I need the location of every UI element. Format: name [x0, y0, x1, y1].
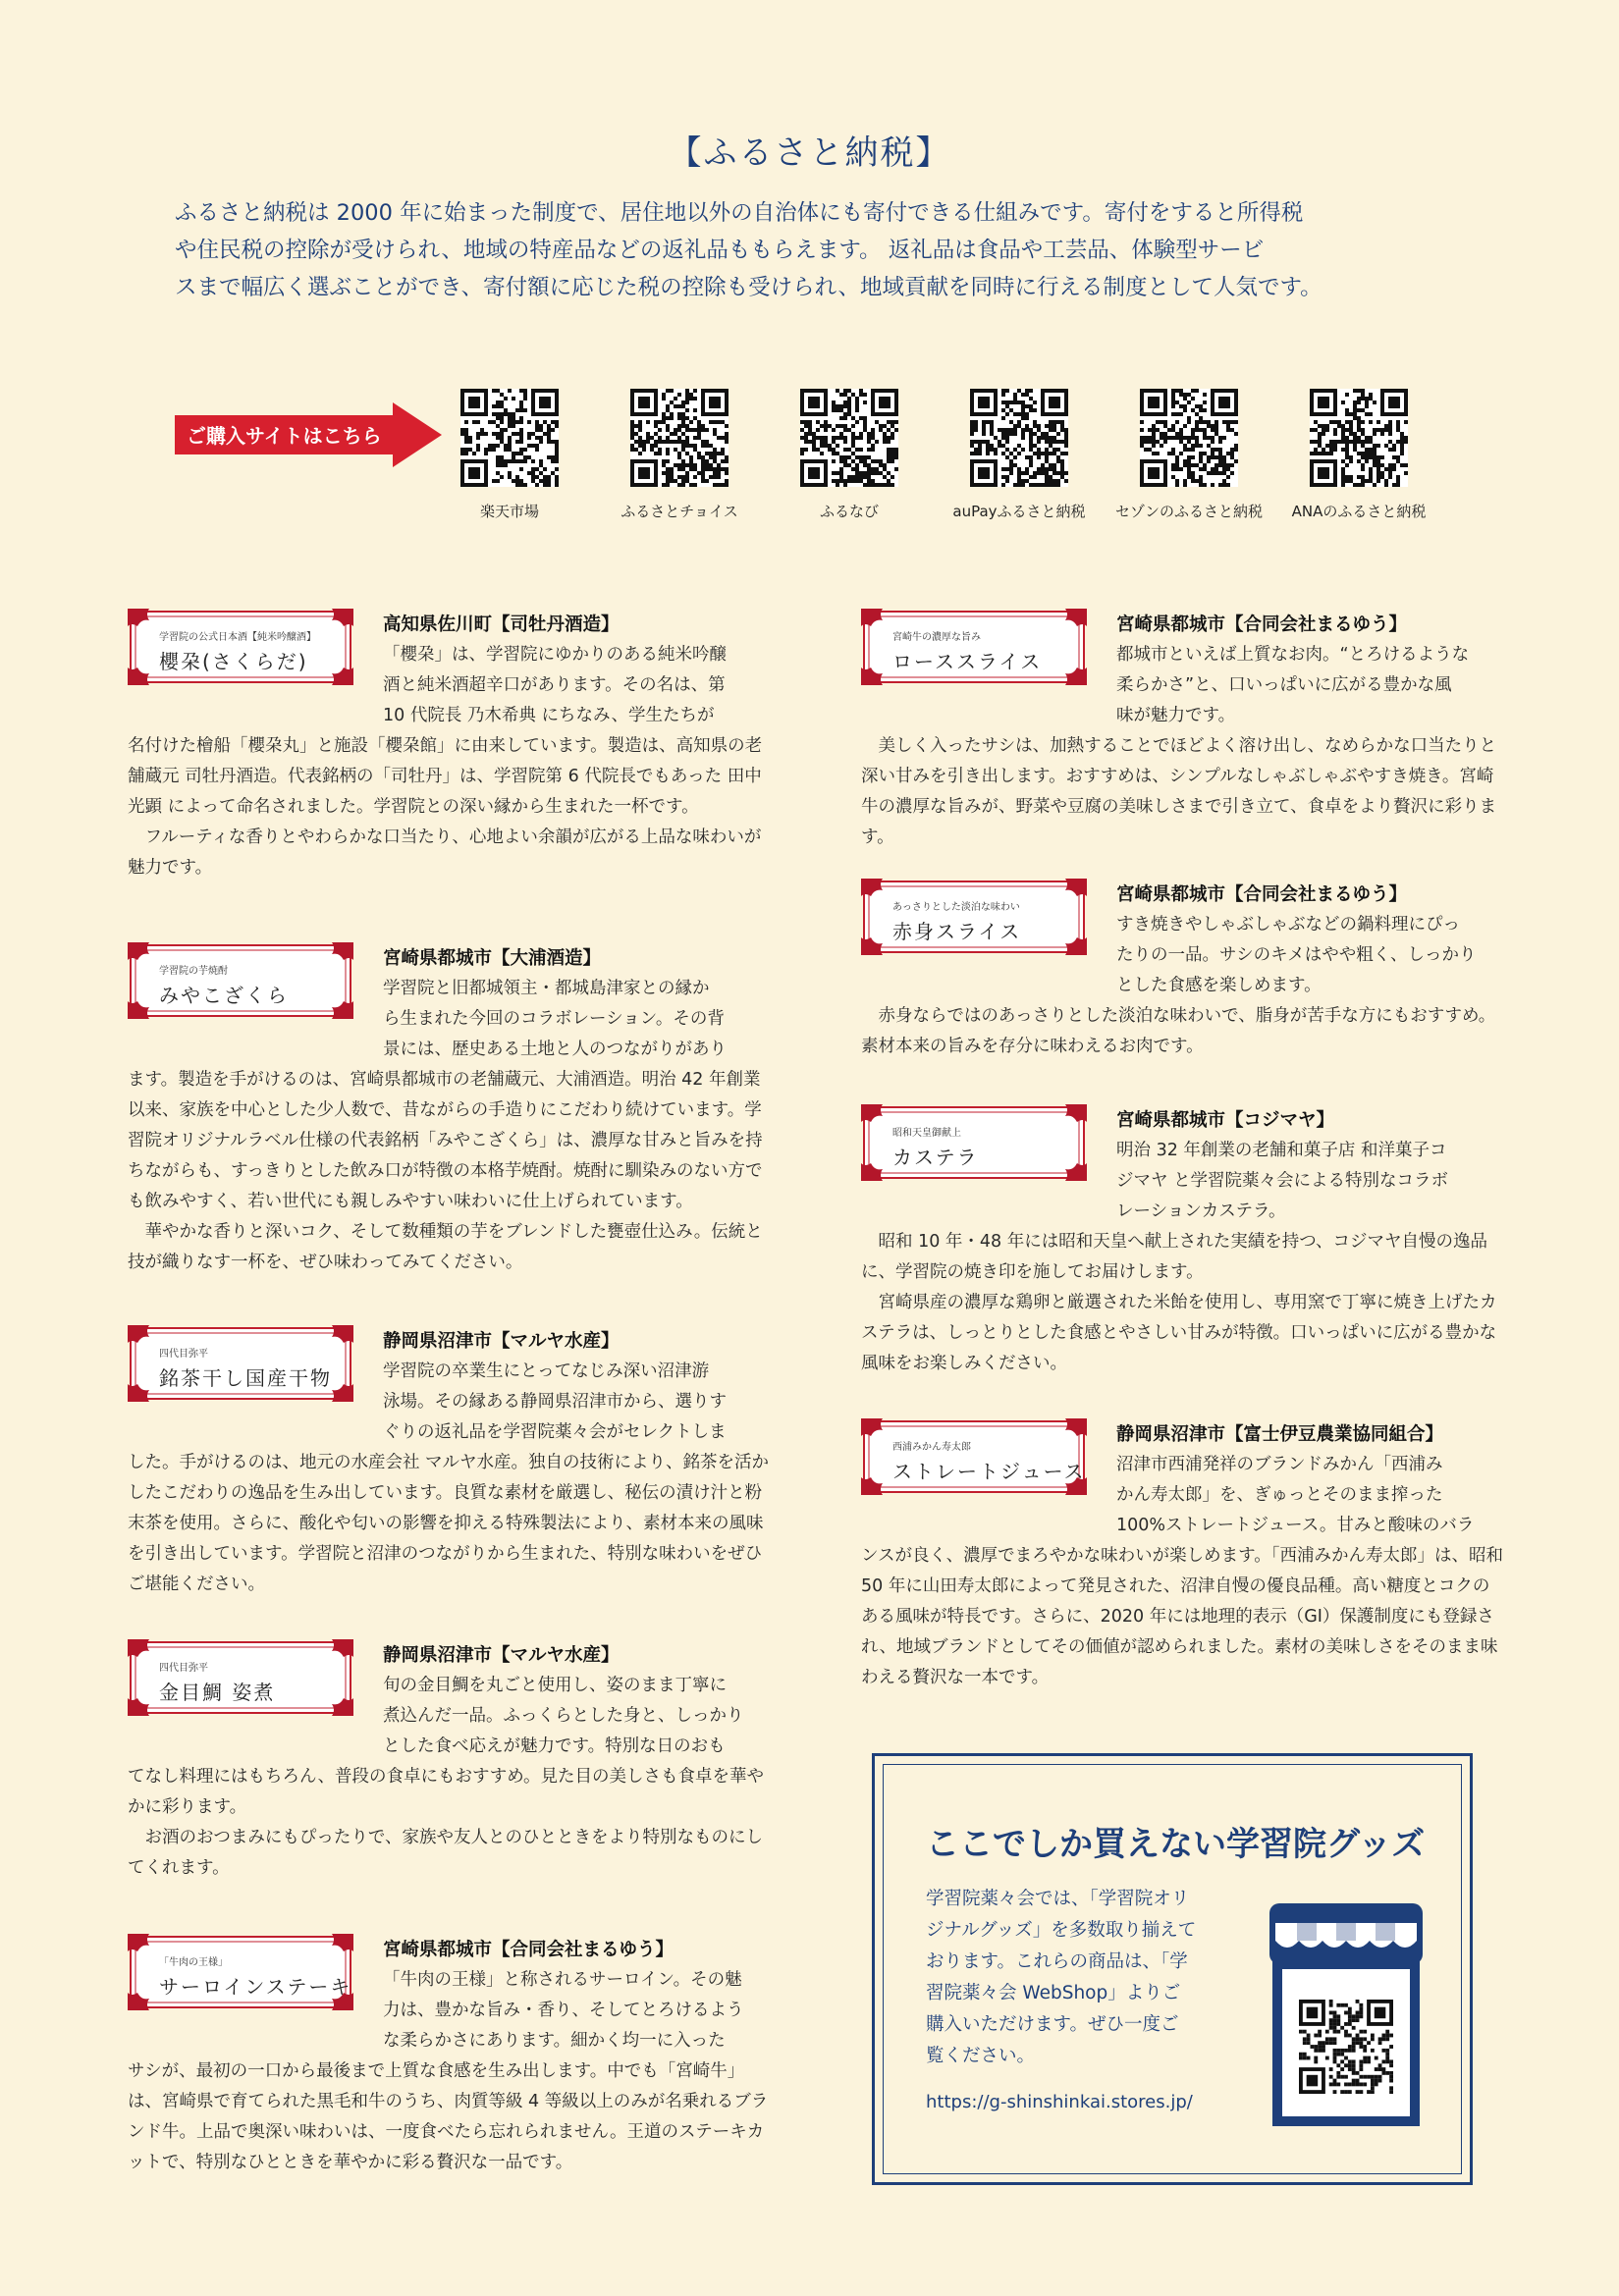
webshop-title: ここでしか買えない学習院グッズ [926, 1825, 1426, 1864]
item-description-line: 学習院の卒業生にとってなじみ深い沼津游 [383, 1362, 710, 1381]
qr-site-name: セゾンのふるさと納税 [1114, 503, 1263, 520]
item-description-paragraph: フルーティな香りとやわらかな口当たり、心地よい余韻が広がる上品な味わいが魅力です。 [128, 828, 762, 878]
item-description-paragraph: サシが、最初の一口から最後まで上質な食感を生み出します。中でも「宮崎牛」は、宮崎県で育てられた黒毛和牛のうち、肉質等級 4 等級以上のみが名乗れるブランド牛。上品で奥深い味わいは、一度食べたら忘れられません。王道のステーキカットで、特別なひとときを華やかに彩る贅沢な一品です。 [128, 2061, 769, 2172]
item-badge-subtitle: 「牛肉の王様」 [159, 1957, 228, 1968]
item-description-line: な柔らかさにあります。細かく均一に入った [383, 2031, 726, 2051]
webshop-text-line: ジナルグッズ」を多数取り揃えて [926, 1920, 1197, 1941]
item-description-paragraph: 赤身ならではのあっさりとした淡泊な味わいで、脂身が苦手な方にもおすすめ。素材本来の旨みを存分に味わえるお肉です。 [861, 1006, 1496, 1056]
item-description-paragraph: 宮崎県産の濃厚な鶏卵と厳選された米飴を使用し、専用窯で丁寧に焼き上げたカステラは、しっとりとした食感とやさしい甘みが特徴。口いっぱいに広がる豊かな風味をお楽しみください。 [861, 1293, 1497, 1373]
item-description-paragraph: ます。製造を手がけるのは、宮崎県都城市の老舗蔵元、大浦酒造。明治 42 年創業以来、家族を中心とした少人数で、昔ながらの手造りにこだわり続けています。学習院オリジナルラベル仕様の代表銘柄「みやこざくら」は、濃厚な甘みと旨みを持ちながらも、すっきりとした飲み口が特徴の本格芋焼酎。焼酎に馴染みのない方でも飲みやすく、若い世代にも親しみやすい味わいに仕上げられています。 [128, 1070, 763, 1211]
item-description-line: 泳場。その縁ある静岡県沼津市から、選りす [383, 1392, 727, 1412]
qr-code-image[interactable] [630, 389, 729, 487]
item-description-line: ぐりの返礼品を学習院薬々会がセレクトしま [383, 1422, 727, 1442]
item-description-line: 10 代院長 乃木希典 にちなみ、学生たちが [383, 706, 715, 725]
item-badge-name: ローススライス [892, 650, 1043, 673]
item-description-line: 旬の金目鯛を丸ごと使用し、姿のまま丁寧に [383, 1676, 727, 1695]
item-badge-subtitle: 西浦みかん寿太郎 [892, 1442, 971, 1453]
webshop-text-line: おります。これらの商品は、「学 [926, 1951, 1188, 1972]
item-badge-name: 櫻朶(さくらだ) [159, 650, 308, 673]
webshop-text-line: 覧ください。 [926, 2046, 1036, 2066]
buy-site-arrow [175, 402, 442, 467]
item-description-line: 学習院と旧都城領主・都城島津家との縁か [383, 979, 710, 998]
item-description-paragraph: 名付けた檜船「櫻朶丸」と施設「櫻朶館」に由来しています。製造は、高知県の老舗蔵元 司牡丹酒造。代表銘柄の「司牡丹」は、学習院第 6 代院長でもあった 田中光顕 によって命名されました。学習院との深い縁から生まれた一杯です。 [128, 736, 763, 817]
item-producer: 宮崎県都城市【合同会社まるゆう】 [383, 1940, 675, 1960]
item-badge-subtitle: 四代目弥平 [159, 1663, 208, 1674]
item-badge-subtitle: 昭和天皇御献上 [892, 1128, 961, 1139]
item-description [861, 1136, 1504, 1379]
item-description-line: 「牛肉の王様」と称されるサーロイン。その魅 [383, 1970, 742, 1990]
item-badge-name: みやこざくら [159, 984, 289, 1007]
item-badge-name: カステラ [892, 1146, 979, 1169]
item-description-line: 力は、豊かな旨み・香り、そしてとろけるよう [383, 2001, 744, 2020]
item-description [128, 1965, 771, 2178]
qr-code-block [1275, 389, 1442, 521]
qr-site-name: auPayふるさと納税 [952, 503, 1086, 520]
item-badge-subtitle: 学習院の公式日本酒【純米吟醸酒】 [159, 632, 316, 643]
item-producer: 宮崎県都城市【合同会社まるゆう】 [1116, 884, 1408, 905]
item-description [128, 1671, 771, 1884]
item-description-line: 景には、歴史ある土地と人のつながりがあり [383, 1040, 727, 1059]
qr-site-name: 楽天市場 [479, 503, 539, 520]
item-badge-name: 金目鯛 姿煮 [159, 1681, 276, 1704]
item-description-paragraph: 昭和 10 年・48 年には昭和天皇へ献上された実績を持つ、コジマヤ自慢の逸品に、学習院の焼き印を施してお届けします。 [861, 1232, 1488, 1282]
item-description-line: 味が魅力です。 [1116, 706, 1236, 725]
item-description-line: ら生まれた今回のコラボレーション。その背 [383, 1009, 725, 1029]
item-description-paragraph: 美しく入ったサシは、加熱することでほどよく溶け出し、なめらかな口当たりと深い甘みを引き出します。おすすめは、シンプルなしゃぶしゃぶやすき焼き。宮崎牛の濃厚な旨みが、野菜や豆腐の美味しさまで引き立て、食卓をより贅沢に彩ります。 [861, 736, 1497, 847]
qr-code-block [936, 389, 1103, 521]
qr-site-name: ふるさとチョイス [621, 503, 738, 520]
item-badge-subtitle: 学習院の芋焼酎 [159, 966, 228, 977]
qr-site-name: ANAのふるさと納税 [1291, 503, 1427, 520]
item-description-line: とした食感を楽しめます。 [1116, 976, 1322, 995]
item-description-line: たりの一品。サシのキメはやや粗く、しっかり [1116, 945, 1477, 965]
item-description-paragraph: てなし料理にはもちろん、普段の食卓にもおすすめ。見た目の美しさも食卓を華やかに彩ります。 [128, 1767, 765, 1817]
item-description-line: すき焼きやしゃぶしゃぶなどの鍋料理にぴっ [1116, 915, 1460, 934]
item-description-paragraph: ンスが良く、濃厚でまろやかな味わいが楽しめます。「西浦みかん寿太郎」は、昭和 50 年に山田寿太郎によって発見された、沼津自慢の優良品種。高い糖度とコクのある風味が特長です。さらに、2020 年には地理的表示（GI）保護制度にも登録され、地域ブランドとしてその価値が認められました。素材の美味しさをそのまま味わえる贅沢な一本です。 [861, 1546, 1503, 1687]
webshop-box [872, 1753, 1473, 2185]
item-badge-subtitle: あっさりとした淡泊な味わい [892, 902, 1020, 913]
item-producer: 宮崎県都城市【合同会社まるゆう】 [1116, 614, 1408, 635]
webshop-qr-code[interactable] [1299, 2000, 1393, 2094]
item-badge-name: 赤身スライス [892, 920, 1022, 943]
item-producer: 宮崎県都城市【大浦酒造】 [383, 948, 602, 969]
item-description-line: 都城市といえば上質なお肉。“とろけるような [1116, 645, 1470, 665]
qr-code-image[interactable] [1310, 389, 1408, 487]
item-producer: 静岡県沼津市【富士伊豆農業協同組合】 [1116, 1424, 1444, 1445]
webshop-text [926, 1884, 1250, 2072]
webshop-url-link[interactable]: https://g-shinshinkai.stores.jp/ [926, 2092, 1193, 2112]
item-description-line: 柔らかさ”と、口いっぱいに広がる豊かな風 [1116, 675, 1452, 695]
qr-code-block [1106, 389, 1272, 521]
qr-code-block [766, 389, 933, 521]
item-badge-name: サーロインステーキ [159, 1975, 352, 1999]
item-producer: 高知県佐川町【司牡丹酒造】 [383, 614, 620, 635]
item-producer: 静岡県沼津市【マルヤ水産】 [383, 1645, 620, 1666]
qr-code-image[interactable] [460, 389, 559, 487]
item-description-line: 酒と純米酒超辛口があります。その名は、第 [383, 675, 726, 695]
item-description-line: 100%ストレートジュース。甘みと酸味のバラ [1116, 1516, 1475, 1535]
item-description-line: 煮込んだ一品。ふっくらとした身と、しっかり [383, 1706, 744, 1726]
item-description [861, 1450, 1504, 1693]
item-description-line: かん寿太郎」を、ぎゅっとそのまま搾った [1116, 1485, 1443, 1505]
qr-code-image[interactable] [1140, 389, 1238, 487]
item-description [128, 640, 771, 883]
item-badge-subtitle: 宮崎牛の濃厚な旨み [892, 632, 981, 643]
item-description-paragraph: 華やかな香りと深いコク、そして数種類の芋をブレンドした甕壺仕込み。伝統と技が織りなす一杯を、ぜひ味わってみてください。 [128, 1222, 763, 1272]
item-badge-name: ストレートジュース [892, 1460, 1086, 1483]
item-description-line: 明治 32 年創業の老舗和菓子店 和洋菓子コ [1116, 1141, 1447, 1160]
item-description-paragraph: した。手がけるのは、地元の水産会社 マルヤ水産。独自の技術により、銘茶を活かしたこだわりの逸品を生み出しています。良質な素材を厳選し、秘伝の漬け汁と粉末茶を使用。さらに、酸化や匂いの影響を抑える特殊製法により、素材本来の風味を引き出しています。学習院と沼津のつながりから生まれた、特別な味わいをぜひご堪能ください。 [128, 1453, 770, 1594]
qr-code-block [426, 389, 593, 521]
item-badge-subtitle: 四代目弥平 [159, 1349, 208, 1360]
item-producer: 宮崎県都城市【コジマヤ】 [1116, 1110, 1335, 1131]
item-description-line: 沼津市西浦発祥のブランドみかん「西浦み [1116, 1455, 1443, 1474]
qr-code-image[interactable] [970, 389, 1068, 487]
intro-line: ふるさと納税は 2000 年に始まった制度で、居住地以外の自治体にも寄付できる仕組みです。寄付をすると所得税 [175, 200, 1304, 226]
page-title: 【ふるさと納税】 [668, 133, 951, 173]
webshop-text-line: 習院薬々会 WebShop」よりご [926, 1983, 1181, 2003]
item-description-line: 「櫻朶」は、学習院にゆかりのある純米吟醸 [383, 645, 727, 665]
item-description-line: レーションカステラ。 [1116, 1201, 1286, 1221]
item-description-line: ジマヤ と学習院薬々会による特別なコラボ [1116, 1171, 1449, 1191]
item-description [861, 910, 1504, 1062]
qr-site-name: ふるなび [819, 503, 879, 520]
item-description-line: とした食べ応えが魅力です。特別な日のおも [383, 1736, 726, 1756]
qr-code-block [596, 389, 763, 521]
qr-code-image[interactable] [800, 389, 898, 487]
intro-text [175, 194, 1451, 306]
buy-site-label: ご購入サイトはこちら [187, 424, 382, 448]
item-badge-name: 銘茶干し国産干物 [159, 1366, 332, 1390]
intro-line: や住民税の控除が受けられ、地域の特産品などの返礼品ももらえます。 返礼品は食品や工芸品、体験型サービ [175, 238, 1265, 263]
webshop-text-line: 購入いただけます。ぜひ一度ご [926, 2014, 1179, 2035]
webshop-text-line: 学習院薬々会では、「学習院オリ [926, 1889, 1190, 1909]
item-description [128, 974, 771, 1278]
storefront-icon [1258, 1894, 1434, 2129]
item-producer: 静岡県沼津市【マルヤ水産】 [383, 1331, 620, 1352]
item-description [861, 640, 1504, 853]
intro-line: スまで幅広く選ぶことができ、寄付額に応じた税の控除も受けられ、地域貢献を同時に行える制度として人気です。 [175, 275, 1322, 300]
item-description [128, 1357, 771, 1600]
item-description-paragraph: お酒のおつまみにもぴったりで、家族や友人とのひとときをより特別なものにしてくれます。 [128, 1828, 763, 1878]
